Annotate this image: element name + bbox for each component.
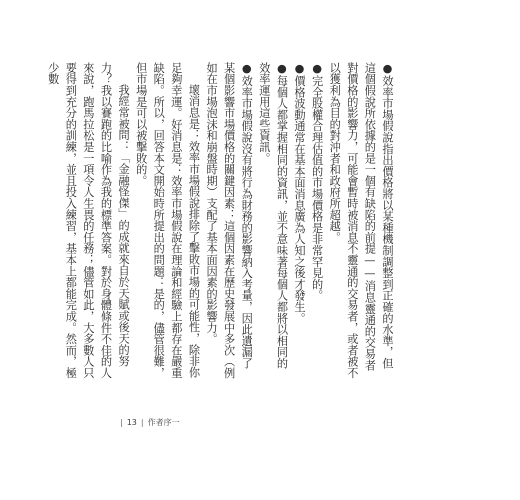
bullet-paragraph-2: ●完全股權合理估值的市場價格是非常罕見的。	[310, 62, 324, 302]
bullet-paragraph-3: ●價格波動通常在基本面消息廣為人知之後才發生。	[293, 62, 307, 324]
vertical-text-body	[46, 62, 396, 380]
page-number: 13	[126, 418, 137, 427]
body-paragraph-1: 壞消息是：效率市場假說排除了擊敗市場的可能性，除非你足夠幸運。好消息是：效率市場假說在理論和經驗上都存在嚴重缺陷。所以，回答本文開始時所提出的問題：是的，儘管很難，但市場是可以被擊敗的。	[134, 62, 201, 379]
bullet-paragraph-5: ●效率市場假說沒有將行為財務的影響納入考量，因此遺漏了某個影響市場價格的關鍵因素：這個因素在歷史發展中多次（例如在市場泡沫和崩盤時期）支配了基本面因素的影響力。	[205, 62, 254, 379]
bullet-paragraph-1: ●效率市場假說指出價格將以某種機制調整到正確的水準，但這個假說所依據的是一個有缺陷的前提——消息靈通的交易者對價格的影響力，可能會暫時被消息不靈通的交易者，或者被不以獲利為目的對沖者和政府所超越。	[328, 62, 394, 379]
section-title: 作者序一	[147, 418, 180, 427]
page-footer	[120, 417, 180, 428]
footer-divider: |	[120, 418, 123, 427]
bullet-paragraph-4: ●每個人都掌握相同的資訊，並不意味著每個人都將以相同的效率運用這些資訊。	[257, 62, 289, 369]
body-paragraph-2: 我經常被問：「金融怪傑」的成就來自於天賦或後天的努力？我以賽跑的比喻作為我的標準答案。對於身體條件不佳的人來說，跑馬拉松是一項令人生畏的任務；儘管如此，大多數人只要得到充分的訓練，並且投入練習，基本上都能完成。然而，極少數	[46, 62, 131, 379]
footer-divider: |	[140, 418, 144, 427]
